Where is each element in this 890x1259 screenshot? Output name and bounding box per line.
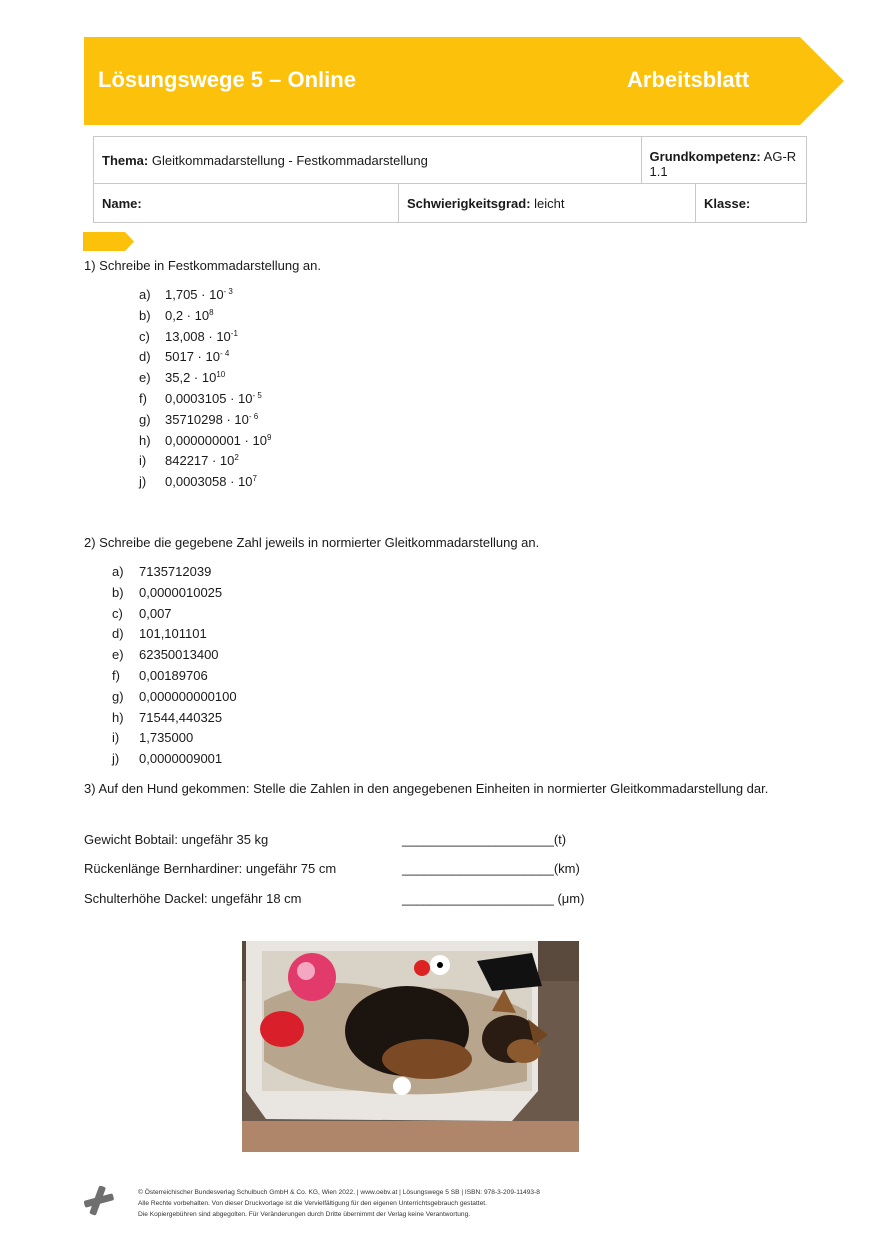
list-item [139, 431, 439, 452]
list-item-label: g) [112, 688, 124, 704]
mantissa: 35710298 · 10 [165, 411, 249, 427]
list-item-value [165, 368, 225, 389]
mantissa: 842217 · 10 [165, 453, 235, 469]
list-item-label: g) [139, 411, 151, 427]
task2-heading: 2) Schreibe die gegebene Zahl jeweils in normierter Gleitkommadarstellung an. [84, 535, 540, 550]
exponent: 2 [234, 453, 239, 463]
info-table [93, 136, 807, 223]
mantissa: 0,2 · 10 [165, 307, 210, 323]
list-item [112, 666, 412, 687]
list-item [139, 410, 439, 431]
list-item-label: b) [139, 307, 151, 323]
schwierigkeit-value: leicht [534, 195, 565, 211]
list-item [112, 687, 412, 708]
name-label: Name: [102, 195, 142, 211]
list-item [112, 728, 412, 749]
list-item [139, 451, 439, 472]
kompetenz-cell [641, 137, 806, 184]
list-item [112, 749, 412, 770]
task3-row-text: Gewicht Bobtail: ungefähr 35 kg [84, 832, 269, 847]
list-item-value [165, 347, 229, 368]
list-item-label: i) [139, 453, 147, 469]
mantissa: 0,000000001 · 10 [165, 432, 267, 448]
list-item [112, 583, 412, 604]
list-item-label: b) [112, 584, 124, 600]
list-item-value: 1,735000 [139, 730, 194, 746]
list-item [139, 306, 439, 327]
exponent: - 5 [252, 390, 262, 400]
list-item-value: 0,0000010025 [139, 584, 223, 600]
list-item [112, 645, 412, 666]
schwierigkeit-cell [399, 184, 696, 223]
mantissa: 5017 · 10 [165, 349, 220, 365]
list-item-label: d) [112, 626, 124, 642]
list-item-value: 0,007 [139, 605, 172, 621]
task3-heading: 3) Auf den Hund gekommen: Stelle die Zahlen in den angegebenen Einheiten in normierter Gleitkommadarstellung dar. [84, 781, 769, 796]
list-item-value [165, 410, 258, 431]
klasse-label: Klasse: [704, 195, 751, 211]
list-item [112, 708, 412, 729]
list-item [139, 389, 439, 410]
dog-photo [242, 941, 579, 1152]
list-item-label: i) [112, 730, 120, 746]
exponent: 9 [266, 432, 272, 442]
schwierigkeit-label: Schwierigkeitsgrad: [407, 195, 531, 211]
list-item-label: e) [112, 647, 124, 663]
list-item-value [165, 327, 238, 348]
list-item-label: f) [112, 667, 120, 683]
list-item [139, 368, 439, 389]
list-item-value [165, 389, 262, 410]
list-item-label: c) [139, 328, 150, 344]
list-item-label: j) [112, 751, 120, 767]
mantissa: 0,0003105 · 10 [165, 390, 253, 406]
mantissa: 0,0003058 · 10 [165, 474, 253, 490]
exponent: 10 [216, 370, 226, 380]
list-item-value [165, 472, 257, 493]
list-item-value: 7135712039 [139, 564, 212, 579]
section-tag-icon [83, 232, 135, 256]
exponent: - 4 [219, 349, 230, 359]
list-item-value: 62350013400 [139, 647, 219, 663]
list-item-value: 0,000000000100 [139, 688, 237, 704]
header-title: Lösungswege 5 – Online [98, 67, 356, 92]
list-item-label: f) [139, 390, 147, 406]
list-item-value [165, 451, 239, 472]
task2-list [112, 562, 412, 770]
thema-label: Thema: [102, 152, 149, 168]
task1-heading: 1) Schreibe in Festkommadarstellung an. [84, 258, 322, 273]
list-item-value: 0,0000009001 [139, 751, 223, 767]
mantissa: 35,2 · 10 [165, 370, 217, 386]
footer-line: © Österreichischer Bundesverlag Schulbuch GmbH & Co. KG, Wien 2022. | www.oebv.at | Lösungswege 5 SB | ISBN: 978-3-209-11493-8 [138, 1189, 540, 1196]
task3-row-answer: _____________________ (μm) [402, 891, 585, 906]
mantissa: 1,705 · 10 [165, 287, 224, 302]
list-item [139, 327, 439, 348]
list-item-label: h) [112, 709, 124, 725]
list-item-label: j) [139, 474, 147, 490]
exponent: -1 [230, 328, 238, 338]
list-item-value: 0,00189706 [139, 667, 208, 683]
list-item-label: c) [112, 605, 123, 621]
list-item-value: 101,101101 [139, 626, 207, 642]
mantissa: 13,008 · 10 [165, 328, 231, 344]
list-item [139, 347, 439, 368]
footer-line: Die Kopiergebühren sind abgegolten. Für Veränderungen durch Dritte übernimmt der Verlag keine Verantwortung. [138, 1211, 471, 1218]
task3-row-answer: _____________________(t) [402, 832, 567, 847]
publisher-logo-icon [84, 1186, 114, 1221]
klasse-cell [696, 184, 807, 223]
list-item [112, 604, 412, 625]
list-item [139, 285, 439, 306]
list-item [112, 624, 412, 645]
exponent: - 3 [223, 287, 233, 296]
task3-row-text: Rückenlänge Bernhardiner: ungefähr 75 cm [84, 861, 337, 876]
list-item-label: e) [139, 370, 151, 386]
exponent: 8 [209, 307, 214, 317]
list-item-value: 71544,440325 [139, 709, 223, 725]
task3-row-text: Schulterhöhe Dackel: ungefähr 18 cm [84, 891, 302, 906]
task3-row-answer: _____________________(km) [402, 861, 580, 876]
kompetenz-value: AG-R 1.1 [649, 149, 797, 179]
name-cell [94, 184, 399, 223]
header-banner [84, 37, 844, 125]
list-item-label: a) [139, 287, 151, 302]
list-item-label: a) [112, 564, 124, 579]
footer-line: Alle Rechte vorbehalten. Von dieser Druckvorlage ist die Vervielfältigung für den eigenen Unterrichtsgebrauch gestattet. [138, 1200, 487, 1207]
list-item [112, 562, 412, 583]
list-item-value [165, 285, 233, 306]
list-item-label: h) [139, 432, 151, 448]
kompetenz-label: Grundkompetenz: [649, 149, 761, 164]
exponent: 7 [252, 474, 257, 484]
exponent: - 6 [248, 411, 259, 421]
footer-text [138, 1187, 540, 1220]
list-item [139, 472, 439, 493]
list-item-value [165, 306, 214, 327]
header-type: Arbeitsblatt [627, 67, 750, 92]
thema-cell [94, 137, 642, 184]
thema-value: Gleitkommadarstellung - Festkommadarstellung [151, 152, 428, 168]
list-item-label: d) [139, 349, 151, 365]
task1-list [139, 285, 439, 493]
list-item-value [165, 431, 271, 452]
